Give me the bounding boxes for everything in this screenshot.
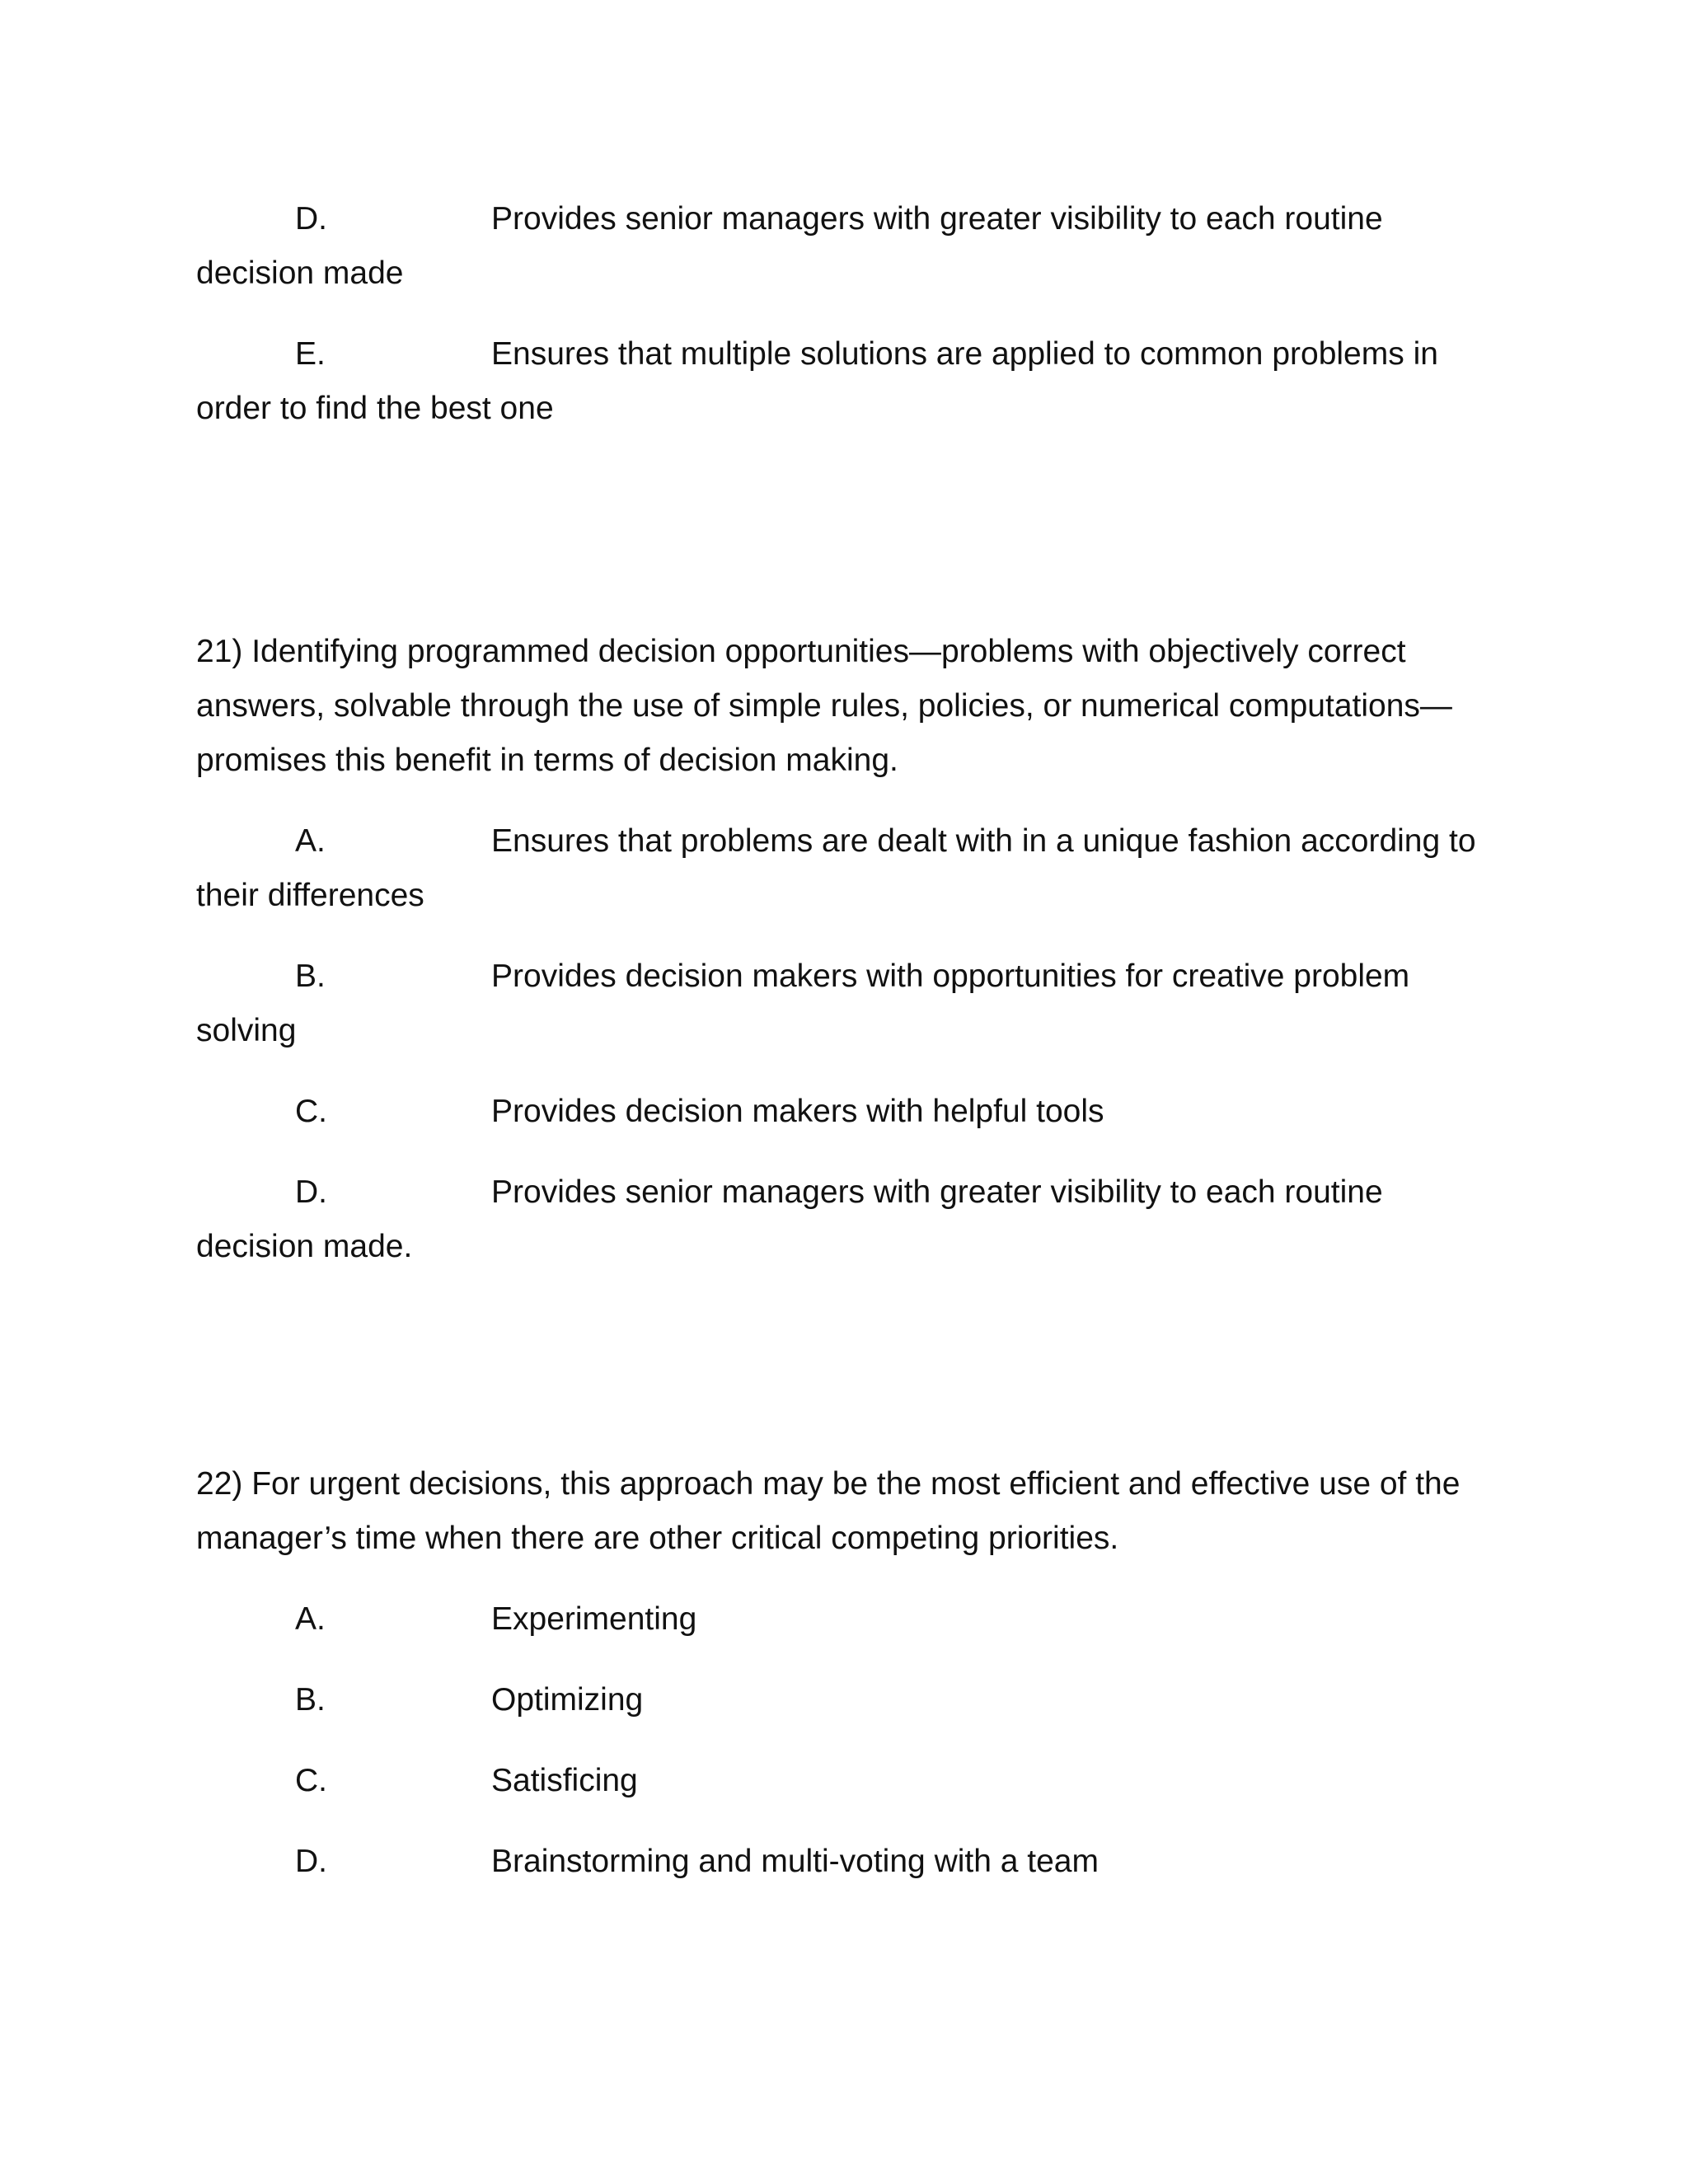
option-text: Optimizing [491,1682,644,1718]
option-letter: C. [295,1763,327,1798]
question-21 [196,625,1482,1301]
option-text: Brainstorming and multi-voting with a team [491,1844,1099,1879]
question-22 [196,1457,1482,1915]
option-letter: D. [295,201,327,237]
option-text: Satisficing [491,1763,638,1798]
option-a [196,1592,1482,1647]
option-letter: E. [295,336,326,372]
option-text: Provides decision makers with opportunities for creative problem solving [196,958,1410,1048]
option-letter: D. [295,1174,327,1210]
option-d [196,192,1482,301]
option-letter: A. [295,823,326,859]
question-stem: 22) For urgent decisions, this approach may be the most efficient and effective use of the manager’s time when there are other critical competing priorities. [196,1466,1461,1556]
option-b [196,949,1482,1058]
option-letter: C. [295,1094,327,1129]
option-text: Ensures that multiple solutions are applied to common problems in order to find the best one [196,336,1438,426]
option-text: Ensures that problems are dealt with in a unique fashion according to their differences [196,823,1476,913]
option-text: Provides decision makers with helpful tools [491,1094,1104,1129]
option-c [196,1754,1482,1808]
option-d [196,1165,1482,1274]
question-stem: 21) Identifying programmed decision opportunities—problems with objectively correct answers, solvable through the use of simple rules, policies, or numerical computations—promises this benefit in terms of decision making. [196,634,1452,778]
option-text: Provides senior managers with greater visibility to each routine decision made. [196,1174,1383,1264]
option-d [196,1835,1482,1889]
option-letter: B. [295,958,326,994]
option-text: Experimenting [491,1601,697,1637]
option-text: Provides senior managers with greater visibility to each routine decision made [196,201,1383,291]
option-b [196,1673,1482,1727]
option-letter: A. [295,1601,326,1637]
option-e [196,327,1482,436]
option-a [196,814,1482,923]
option-letter: D. [295,1844,327,1879]
option-c [196,1085,1482,1139]
previous-question-options [196,192,1482,462]
option-letter: B. [295,1682,326,1718]
